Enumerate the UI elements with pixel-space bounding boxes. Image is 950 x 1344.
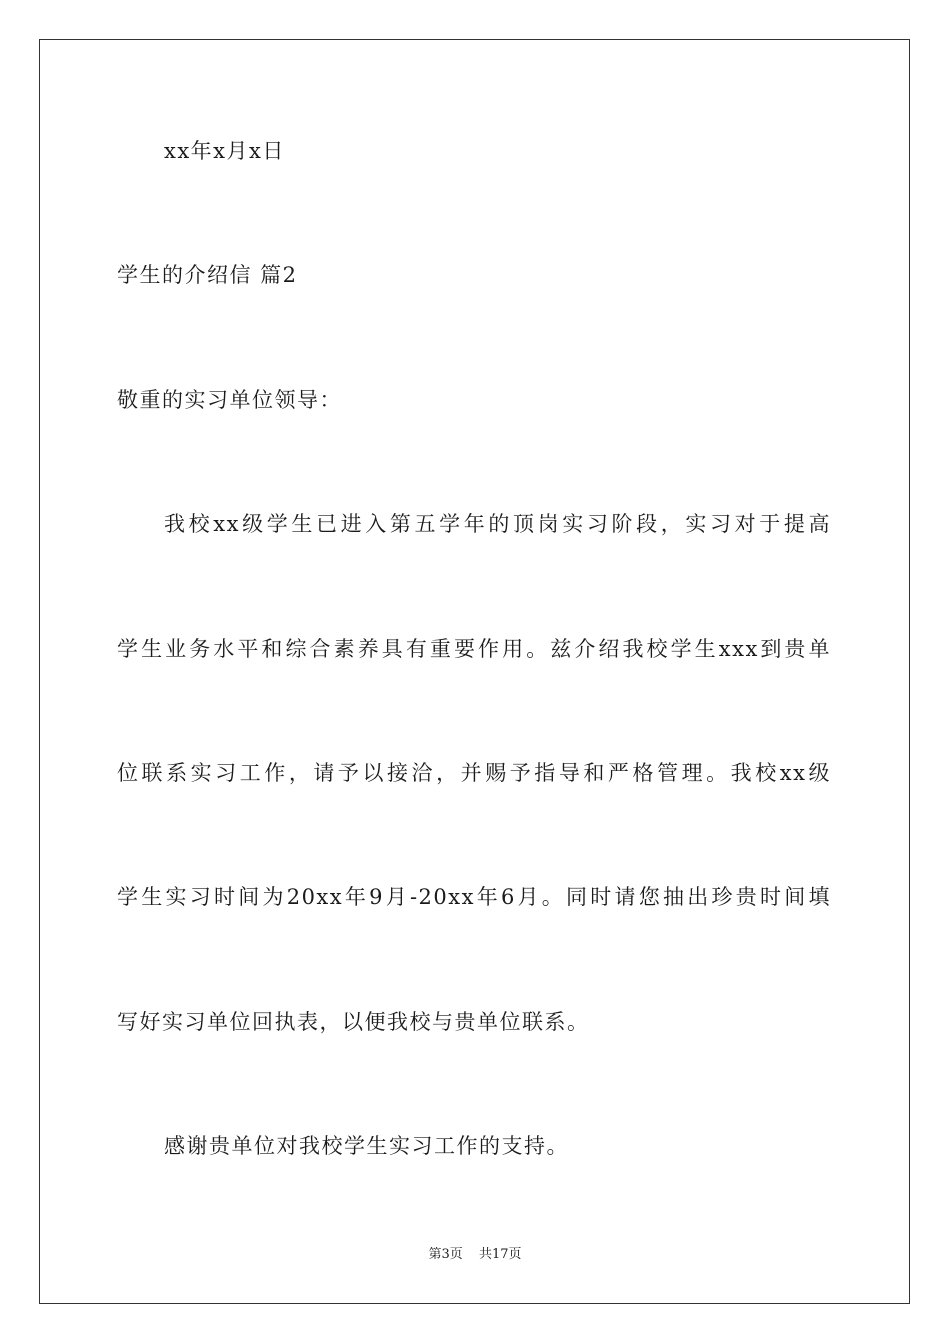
paragraph-line: 写好实习单位回执表，以便我校与贵单位联系。 xyxy=(117,1010,590,1034)
paragraph-line: 位联系实习工作，请予以接洽，并赐予指导和严格管理。我校xx级 xyxy=(117,761,831,785)
closing-line: 感谢贵单位对我校学生实习工作的支持。 xyxy=(164,1134,569,1158)
paragraph-line: 学生实习时间为20xx年9月-20xx年6月。同时请您抽出珍贵时间填 xyxy=(117,885,831,909)
page-number: 第3页 xyxy=(428,1247,463,1262)
date-line: xx年x月x日 xyxy=(164,139,285,163)
page-footer xyxy=(0,1246,950,1264)
salutation: 敬重的实习单位领导： xyxy=(117,388,342,412)
page-total: 共17页 xyxy=(478,1247,522,1262)
page-frame xyxy=(39,39,910,1304)
paragraph-line: 学生业务水平和综合素养具有重要作用。兹介绍我校学生xxx到贵单 xyxy=(117,637,831,661)
section-title: 学生的介绍信 篇2 xyxy=(117,263,298,287)
paragraph-line: 我校xx级学生已进入第五学年的顶岗实习阶段，实习对于提高 xyxy=(164,512,831,536)
